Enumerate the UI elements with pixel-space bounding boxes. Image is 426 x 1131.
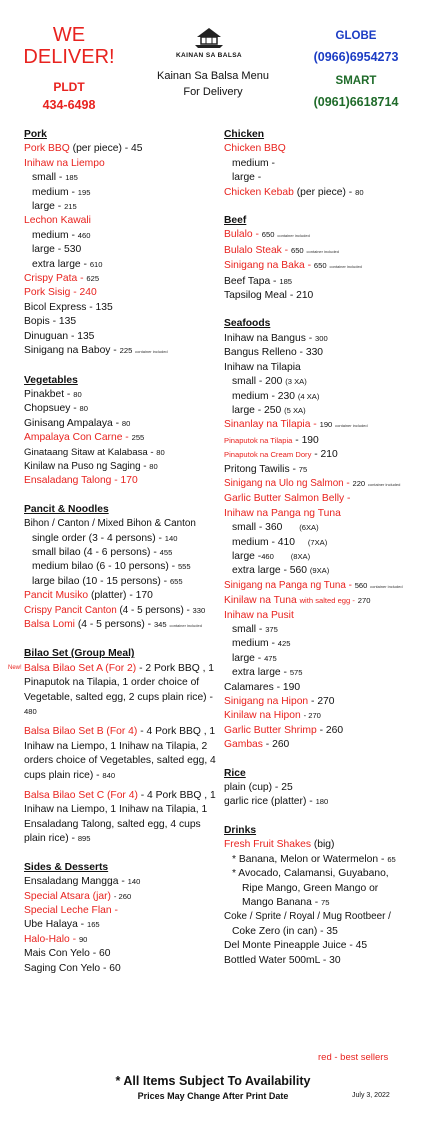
menu-item: Bangus Relleno - 330 bbox=[224, 347, 324, 359]
menu-item: Inihaw na Tilapia bbox=[224, 361, 301, 373]
menu-item: large - 475 bbox=[232, 652, 277, 664]
menu-item: Ensaladang Mangga - 140 bbox=[24, 876, 141, 888]
menu-item: Lechon Kawali bbox=[24, 215, 91, 227]
menu-item: small - 360 (6XA) bbox=[232, 522, 319, 534]
globe-number: (0966)6954273 bbox=[313, 50, 399, 64]
menu-item: small - 185 bbox=[32, 172, 78, 184]
menu-item: Sinigang na Panga ng Tuna - 560 container included bbox=[224, 579, 403, 591]
section-seafoods-title: Seafoods bbox=[224, 318, 271, 330]
section-sides-title: Sides & Desserts bbox=[24, 861, 109, 873]
menu-item: Ginataang Sitaw at Kalabasa - 80 bbox=[24, 446, 165, 458]
we-deliver-line2: DELIVER! bbox=[23, 46, 115, 68]
menu-item: Dinuguan - 135 bbox=[24, 330, 95, 342]
menu-item: Inihaw na Pusit bbox=[224, 609, 294, 621]
menu-item: Crispy Pancit Canton (4 - 5 persons) - 330 bbox=[24, 604, 206, 616]
menu-item: garlic rice (platter) - 180 bbox=[224, 796, 329, 808]
smart-label: SMART bbox=[335, 75, 377, 87]
pldt-number: 434-6498 bbox=[42, 98, 96, 112]
price-note: Prices May Change After Print Date bbox=[137, 1091, 289, 1101]
menu-item: Mais Con Yelo - 60 bbox=[24, 948, 111, 960]
menu-item: large - 215 bbox=[32, 201, 77, 213]
section-vegetables-title: Vegetables bbox=[24, 374, 78, 386]
menu-item: Balsa Lomi (4 - 5 persons) - 345 container included bbox=[24, 619, 202, 630]
section-pork-title: Pork bbox=[24, 129, 47, 140]
right-column bbox=[224, 128, 420, 968]
menu-item: large - bbox=[232, 172, 262, 184]
section-drinks-title: Drinks bbox=[224, 824, 257, 836]
menu-item: large - 250 (5 XA) bbox=[232, 404, 306, 416]
menu-item: medium - 425 bbox=[232, 638, 291, 650]
menu-item: Ensaladang Talong - 170 bbox=[24, 475, 138, 487]
menu-item: Kinilaw na Hipon - 270 bbox=[224, 710, 321, 722]
menu-item: large -460 (8XA) bbox=[232, 550, 311, 562]
menu-item: medium bilao (6 - 10 persons) - 555 bbox=[32, 561, 191, 573]
menu-item: Chopsuey - 80 bbox=[24, 403, 88, 415]
menu-item: Fresh Fruit Shakes (big) bbox=[224, 839, 335, 851]
menu-item: Special Leche Flan - bbox=[24, 904, 118, 916]
restaurant-logo bbox=[164, 27, 254, 59]
menu-item: Balsa Bilao Set C (For 4) - 4 Pork BBQ , 1 Inihaw na Liempo, 1 Inihaw na Tilapia, 1 Ensaladang Talong, salted egg, 4 cups plain rice) - 895 bbox=[24, 790, 216, 845]
menu-item: * Banana, Melon or Watermelon - 65 bbox=[232, 853, 396, 865]
menu-item: Pancit Musiko (platter) - 170 bbox=[24, 590, 153, 602]
section-beef-title: Beef bbox=[224, 215, 247, 227]
menu-item: Sinigang na Baboy - 225 container included bbox=[24, 345, 168, 357]
menu-item: Chicken BBQ bbox=[224, 143, 286, 155]
menu-item: Kinilaw na Puso ng Saging - 80 bbox=[24, 460, 158, 472]
section-bilao-title: Bilao Set (Group Meal) bbox=[24, 648, 135, 660]
section-pancit-title: Pancit & Noodles bbox=[24, 503, 109, 515]
menu-item: Coke / Sprite / Royal / Mug Rootbeer / bbox=[224, 911, 391, 923]
menu-item: Garlic Butter Salmon Belly - bbox=[224, 493, 351, 505]
menu-item: Sinigang na Ulo ng Salmon - 220 container included bbox=[224, 477, 401, 489]
pldt-label: PLDT bbox=[53, 80, 85, 94]
menu-item: Balsa Bilao Set B (For 4) - 4 Pork BBQ , 1 Inihaw na Liempo, 1 Inihaw na Tilapia, 2 orders choice of Vegetables, salted egg, 4 cups plain rice) - 840 bbox=[24, 726, 216, 781]
menu-item: Bicol Express - 135 bbox=[24, 301, 113, 313]
menu-item: Gambas - 260 bbox=[224, 739, 290, 751]
menu-item: Garlic Butter Shrimp - 260 bbox=[224, 724, 344, 736]
menu-item: Bottled Water 500mL - 30 bbox=[224, 954, 341, 966]
menu-item: medium - bbox=[232, 157, 275, 169]
menu-item: Balsa Bilao Set A (For 2) - 2 Pork BBQ , 1 Pinaputok na Tilapia, 1 order choice of Vegetable, salted egg, 2 cups plain rice) - 480 bbox=[24, 662, 215, 717]
menu-item: Del Monte Pineapple Juice - 45 bbox=[224, 940, 368, 952]
menu-item: Inihaw na Bangus - 300 bbox=[224, 332, 328, 344]
raft-hut-icon bbox=[194, 27, 224, 49]
menu-item: Pinaputok na Cream Dory - 210 bbox=[224, 449, 338, 461]
menu-item: Bihon / Canton / Mixed Bihon & Canton bbox=[24, 518, 196, 530]
section-rice-title: Rice bbox=[224, 767, 246, 779]
menu-item: Ampalaya Con Carne - 255 bbox=[24, 432, 145, 444]
menu-title bbox=[140, 69, 286, 100]
menu-item: Chicken Kebab (per piece) - 80 bbox=[224, 186, 364, 198]
menu-item: extra large - 575 bbox=[232, 667, 303, 679]
menu-item: single order (3 - 4 persons) - 140 bbox=[32, 532, 178, 544]
menu-item: Pork Sisig - 240 bbox=[24, 287, 97, 299]
menu-item: large bilao (10 - 15 persons) - 655 bbox=[32, 575, 183, 587]
menu-item: medium - 460 bbox=[32, 229, 91, 241]
menu-item: extra large - 560 (9XA) bbox=[232, 565, 330, 577]
menu-item: Sinigang na Hipon - 270 bbox=[224, 696, 335, 708]
menu-item: medium - 230 (4 XA) bbox=[232, 390, 320, 402]
menu-item: Pritong Tawilis - 75 bbox=[224, 463, 308, 475]
menu-item: Ginisang Ampalaya - 80 bbox=[24, 417, 131, 429]
print-date: July 3, 2022 bbox=[352, 1092, 390, 1099]
menu-item: Sinanlay na Tilapia - 190 container included bbox=[224, 419, 368, 431]
menu-item: Saging Con Yelo - 60 bbox=[24, 962, 121, 974]
menu-item: Crispy Pata - 625 bbox=[24, 273, 100, 285]
menu-item: Sinigang na Baka - 650 container included bbox=[224, 260, 362, 272]
best-seller-legend: red - best sellers bbox=[318, 1052, 389, 1063]
menu-item: Mango Banana - 75 bbox=[242, 896, 330, 908]
menu-item: Ube Halaya - 165 bbox=[24, 919, 100, 931]
menu-item: small - 200 (3 XA) bbox=[232, 376, 307, 388]
menu-item: * Avocado, Calamansi, Guyabano, bbox=[232, 868, 389, 880]
menu-item: Bulalo - 650 container included bbox=[224, 229, 310, 241]
left-column bbox=[24, 128, 220, 976]
smart-number: (0961)6618714 bbox=[313, 95, 399, 109]
menu-item: Calamares - 190 bbox=[224, 681, 301, 693]
menu-title-line2: For Delivery bbox=[183, 85, 243, 98]
menu-item: Bopis - 135 bbox=[24, 316, 77, 328]
menu-item: Beef Tapa - 185 bbox=[224, 275, 293, 287]
we-deliver-heading bbox=[0, 24, 138, 68]
section-chicken-title: Chicken bbox=[224, 129, 265, 140]
globe-label: GLOBE bbox=[335, 30, 377, 42]
menu-item: Tapsilog Meal - 210 bbox=[224, 290, 314, 302]
menu-title-line1: Kainan Sa Balsa Menu bbox=[157, 70, 269, 82]
menu-item: Halo-Halo - 90 bbox=[24, 933, 88, 945]
menu-item: Kinilaw na Tuna with salted egg - 270 bbox=[224, 595, 371, 607]
menu-item: extra large - 610 bbox=[32, 258, 103, 270]
menu-item: small bilao (4 - 6 persons) - 455 bbox=[32, 546, 173, 558]
menu-item: small - 375 bbox=[232, 624, 278, 635]
menu-item: Special Atsara (jar) - 260 bbox=[24, 890, 132, 902]
menu-item: Ripe Mango, Green Mango or bbox=[242, 882, 379, 894]
menu-item: Pinakbet - 80 bbox=[24, 388, 82, 400]
menu-item: Pinaputok na Tilapia - 190 bbox=[224, 434, 319, 446]
menu-item: plain (cup) - 25 bbox=[224, 782, 293, 794]
menu-item: medium - 195 bbox=[32, 186, 91, 198]
menu-item: medium - 410 (7XA) bbox=[232, 536, 328, 548]
menu-item: large - 530 bbox=[32, 244, 82, 256]
new-tag: New! bbox=[8, 665, 22, 671]
availability-note: * All Items Subject To Availability bbox=[115, 1074, 311, 1088]
menu-item: Bulalo Steak - 650 container included bbox=[224, 244, 339, 256]
menu-item: Pork BBQ (per piece) - 45 bbox=[24, 143, 143, 155]
menu-item: Inihaw na Liempo bbox=[24, 157, 105, 169]
logo-text: KAINAN SA BALSA bbox=[175, 52, 243, 59]
menu-item: Coke Zero (in can) - 35 bbox=[232, 925, 338, 937]
we-deliver-line1: WE bbox=[52, 24, 86, 46]
menu-item: Inihaw na Panga ng Tuna bbox=[224, 507, 341, 519]
